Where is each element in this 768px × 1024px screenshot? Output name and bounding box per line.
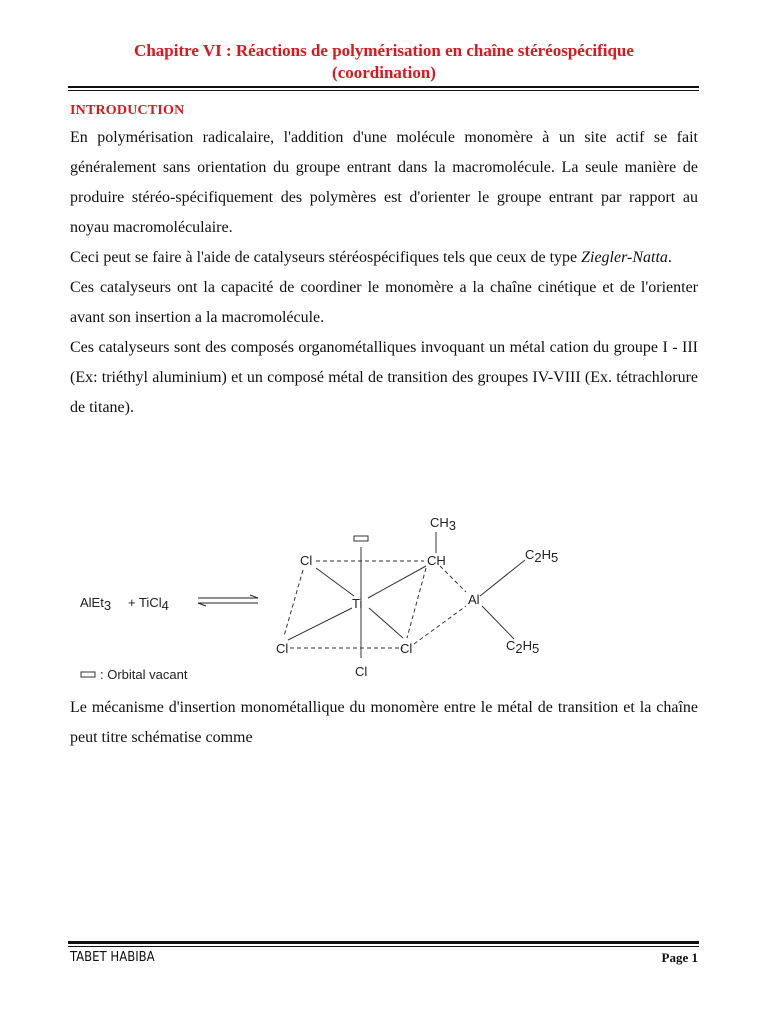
section-heading: INTRODUCTION [70,103,185,118]
footer-rule-thin [68,946,699,947]
footer-page-number: Page 1 [661,950,698,965]
paragraph-2-end: . [667,249,672,266]
paragraph-5: Le mécanisme d'insertion monométallique du monomère entre le métal de transition et la chaîne peut titre schématise comme [70,699,698,746]
atom-ch3: CH3 [430,515,457,533]
legend-label: : Orbital vacant [100,667,188,682]
catalyst-structure-svg [70,500,698,690]
ziegler-natta-term: Ziegler-Natta [581,249,668,266]
atom-cl-top-left: Cl [300,553,313,568]
paragraph-4: Ces catalyseurs sont des composés organométalliques invoquant un métal cation du groupe I - III (Ex: triéthyl aluminium) et un composé métal de transition des groupes IV-VIII (Ex. tétrachlorure de titane). [70,339,698,416]
paragraph-2 [70,243,698,273]
header-rule-thick [68,86,699,88]
atom-c2h5-bottom: C2H5 [506,638,540,656]
catalyst-structure-diagram [70,500,698,690]
paragraph-1: En polymérisation radicalaire, l'addition d'une molécule monomère à un site actif se fait généralement sans orientation du groupe entrant dans la macromolécule. La seule manière de produire stéréo-spécifiquement des polymères est d'orienter le groupe entrant par rapport au noyau macromoléculaire. [70,129,698,236]
atom-al: Al [468,592,480,607]
legend-vacant-orbital-icon [81,672,95,677]
atom-cl-bottom-left: Cl [276,641,289,656]
reactant-alet3: AlEt3 [80,595,112,613]
footer-author: TABET HABIBA [70,950,155,965]
chapter-title-line2: (coordination) [332,63,436,82]
solid-bonds [288,532,525,658]
atom-c2h5-top: C2H5 [525,547,559,565]
dashed-bonds [284,561,466,648]
equilibrium-arrows [198,595,258,606]
atom-ti: Ti [352,596,363,611]
body-text [70,123,698,423]
chapter-title-line1: Chapitre VI : Réactions de polymérisation en chaîne stéréospécifique [134,41,634,60]
paragraph-3: Ces catalyseurs ont la capacité de coordiner le monomère a la chaîne cinétique et de l'orienter avant son insertion a la macromolécule. [70,279,698,326]
footer-rule-thick [68,941,699,944]
atom-cl-bottom: Cl [355,664,368,679]
vacant-orbital-icon [354,536,368,541]
atom-ch: CH [427,553,446,568]
chapter-title [70,40,698,84]
paragraph-2-start: Ceci peut se faire à l'aide de catalyseurs stéréospécifiques tels que ceux de type [70,249,582,266]
header-rule-thin [68,90,699,91]
reactant-ticl4: + TiCl4 [128,595,169,613]
atom-cl-bottom-mid: Cl [400,641,413,656]
